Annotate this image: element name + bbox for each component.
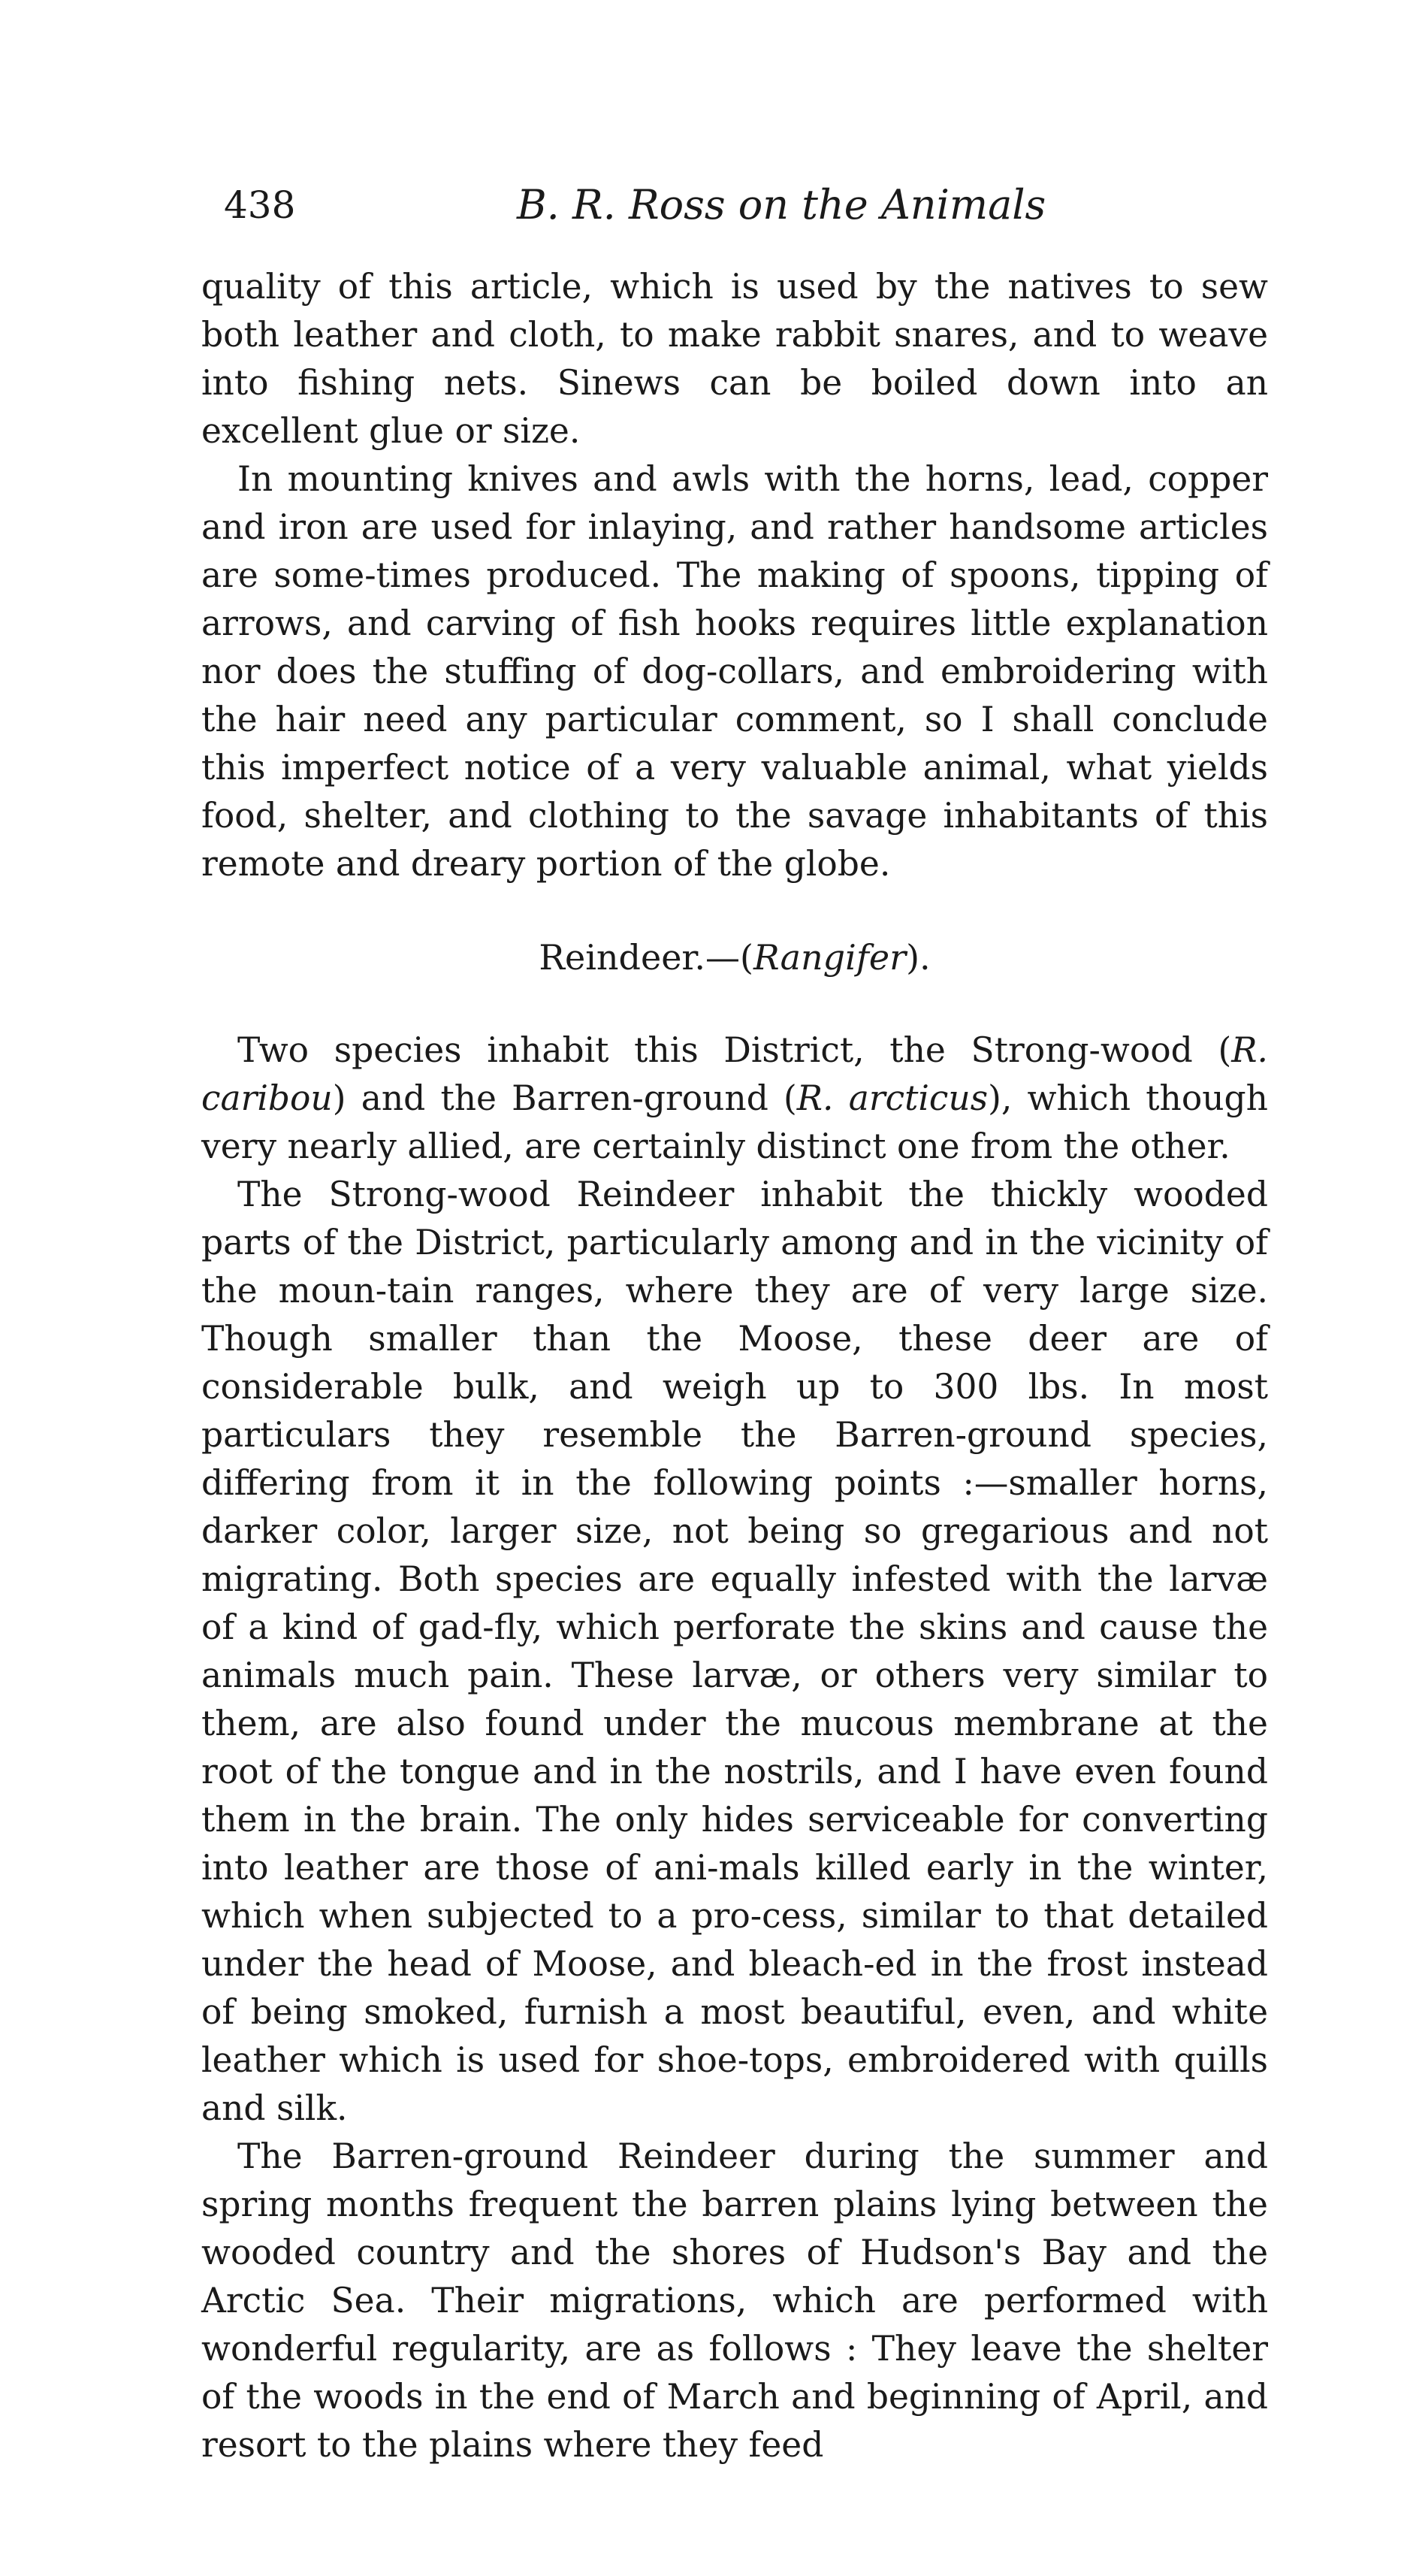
- paragraph-two-species-part-3: ), which though very nearly allied, are certainly distinct one from the other.: [201, 1078, 1268, 1166]
- paragraph-two-species-part-2: ) and the Barren-ground (: [332, 1078, 797, 1118]
- body-text: [201, 263, 1268, 2469]
- paragraph-barren-ground-reindeer: The Barren-ground Reindeer during the summer and spring months frequent the barren plains lying between the wooded country and the shores of Hudson's Bay and the Arctic Sea. Their migrations, which are performed with wonderful regularity, are as follows : They leave the shelter of the woods in the end of March and beginning of April, and resort to the plains where they feed: [201, 2136, 1268, 2465]
- section-heading-genus: Rangifer: [753, 937, 907, 978]
- paragraph-horn-uses: In mounting knives and awls with the horns, lead, copper and iron are used for inlaying, and rather handsome articles are some-times produced. The making of spoons, tipping of arrows, and carving of fish hooks requires little explanation nor does the stuffing of dog-collars, and embroidering with the hair need any particular comment, so I shall conclude this imperfect notice of a very valuable animal, what yields food, shelter, and clothing to the savage inhabitants of this remote and dreary portion of the globe.: [201, 459, 1268, 884]
- paragraph-two-species-part-1: Two species inhabit this District, the Strong-wood (: [237, 1030, 1232, 1070]
- section-heading-close: ).: [906, 937, 931, 978]
- section-heading-name: Reindeer.—(: [539, 937, 753, 978]
- page-number: 438: [224, 183, 296, 227]
- running-title: B. R. Ross on the Animals: [517, 181, 1046, 228]
- species-name-caribou: R. caribou: [201, 1030, 1268, 1118]
- paragraph-two-species: [201, 1026, 1268, 1171]
- species-name-arcticus: R. arcticus: [796, 1078, 989, 1118]
- running-head: [224, 179, 1268, 231]
- paragraph-continued: quality of this article, which is used by the natives to sew both leather and cloth, to make rabbit snares, and to weave into fishing nets. Sinews can be boiled down into an excellent glue or size.: [201, 267, 1268, 451]
- section-heading-reindeer: [201, 933, 1268, 981]
- paragraph-strong-wood-reindeer: The Strong-wood Reindeer inhabit the thickly wooded parts of the District, particularly among and in the vicinity of the moun-tain ranges, where they are of very large size. Though smaller than the Moose, these deer are of considerable bulk, and weigh up to 300 lbs. In most particulars they resemble the Barren-ground species, differing from it in the following points :—smaller horns, darker color, larger size, not being so gregarious and not migrating. Both species are equally infested with the larvæ of a kind of gad-fly, which perforate the skins and cause the animals much pain. These larvæ, or others very similar to them, are also found under the mucous membrane at the root of the tongue and in the nostrils, and I have even found them in the brain. The only hides serviceable for converting into leather are those of ani-mals killed early in the winter, which when subjected to a pro-cess, similar to that detailed under the head of Moose, and bleach-ed in the frost instead of being smoked, furnish a most beautiful, even, and white leather which is used for shoe-tops, embroidered with quills and silk.: [201, 1175, 1268, 2128]
